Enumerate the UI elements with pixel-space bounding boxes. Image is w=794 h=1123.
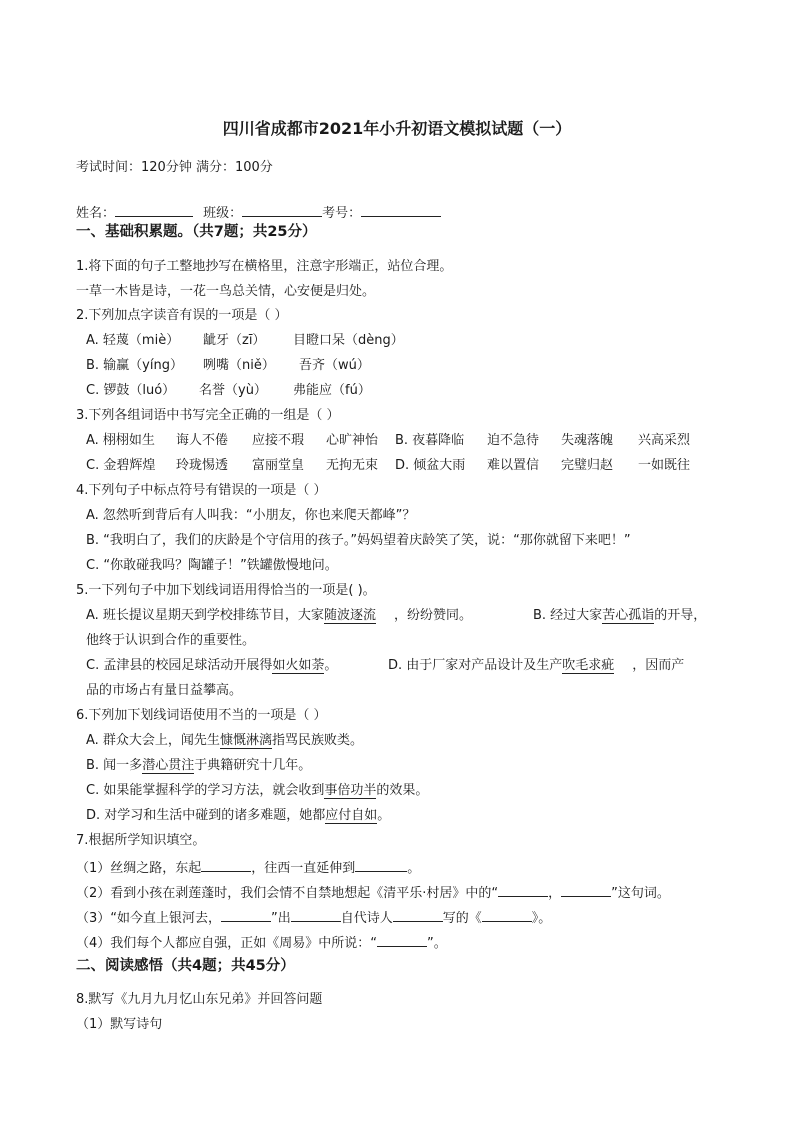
q7-stem: 7.根据所学知识填空。 xyxy=(76,833,206,848)
q7-item-2 xyxy=(76,883,670,902)
q6-d-text-end: 。 xyxy=(377,808,391,823)
q7-item-3 xyxy=(76,908,551,927)
q2-row xyxy=(86,383,686,399)
q5-a-underlined-word: 随波逐流 xyxy=(323,608,376,623)
section2-heading: 二、阅读感悟（共4题；共45分） xyxy=(76,958,295,974)
q3-word: 心旷神怡 xyxy=(326,433,379,448)
q7-2-text: ， xyxy=(548,886,562,901)
q6-a-text-end: 指骂民族败类。 xyxy=(271,733,363,748)
q1-stem: 1.将下面的句子工整地抄写在横格里，注意字形端正，站位合理。 xyxy=(76,259,453,274)
q3-word: C. 金碧辉煌 xyxy=(86,458,156,473)
q7-4-blank[interactable] xyxy=(377,933,427,947)
q5-option-d-continued: 品的市场占有量日益攀高。 xyxy=(86,683,243,698)
q6-option-d xyxy=(86,808,390,824)
q3-row xyxy=(86,433,706,449)
q2-row xyxy=(86,358,686,374)
number-blank[interactable] xyxy=(361,203,441,217)
q7-3-text: （3）“如今直上银河去， xyxy=(76,911,222,926)
q7-4-text: ”。 xyxy=(427,936,447,951)
q2-option-a: A. 轻蔑（miè） xyxy=(86,333,180,348)
q2-word: 吾齐（wú） xyxy=(299,358,370,373)
q7-2-blank[interactable] xyxy=(561,883,611,897)
q3-word: 兴高采烈 xyxy=(638,433,691,448)
q1-text: 一草一木皆是诗，一花一鸟总关情，心安便是归处。 xyxy=(76,284,376,299)
number-label: 考号： xyxy=(322,206,362,221)
q6-option-b xyxy=(86,758,311,774)
q7-3-blank[interactable] xyxy=(393,908,443,922)
name-label: 姓名： xyxy=(76,206,116,221)
q6-option-a xyxy=(86,733,363,749)
q7-3-blank[interactable] xyxy=(482,908,532,922)
q7-1-text: 。 xyxy=(407,861,421,876)
q5-d-underlined-word: 吹毛求疵 xyxy=(562,658,615,673)
q7-3-blank[interactable] xyxy=(221,908,271,922)
student-info-row xyxy=(76,203,441,222)
q7-item-1 xyxy=(76,858,420,877)
q8-sub1: （1）默写诗句 xyxy=(76,1017,163,1032)
q5-d-text: D. 由于厂家对产品设计及生产 xyxy=(388,658,563,673)
q7-1-blank[interactable] xyxy=(355,858,407,872)
q5-d-text-end: ，因而产 xyxy=(632,658,685,673)
q6-b-underlined-word: 潜心贯注 xyxy=(142,758,195,773)
q3-word: 无拘无束 xyxy=(326,458,379,473)
page-title: 四川省成都市2021年小升初语文模拟试题（一） xyxy=(222,119,572,138)
q6-option-c xyxy=(86,783,428,799)
q2-word: 名誉（yù） xyxy=(199,383,267,398)
q3-word: B. 夜暮降临 xyxy=(395,433,465,448)
q2-option-c: C. 锣鼓（luó） xyxy=(86,383,176,398)
q2-word: 咧嘴（niě） xyxy=(203,358,275,373)
q2-word: 目瞪口呆（dèng） xyxy=(293,333,404,348)
q5-option-b-continued: 他终于认识到合作的重要性。 xyxy=(86,633,256,648)
q7-2-text: ”这句词。 xyxy=(611,886,670,901)
q6-b-text: B. 闻一多 xyxy=(86,758,143,773)
q6-c-text: C. 如果能掌握科学的学习方法，就会收到 xyxy=(86,783,325,798)
q7-3-text: 》。 xyxy=(531,911,552,926)
q5-c-underlined-word: 如火如荼 xyxy=(272,658,325,673)
q4-option-a: A. 忽然听到背后有人叫我：“小朋友，你也来爬天都峰”？ xyxy=(86,508,416,523)
q3-word: 迫不急待 xyxy=(487,433,540,448)
class-label: 班级： xyxy=(203,206,243,221)
q3-word: 失魂落魄 xyxy=(561,433,614,448)
q6-d-underlined-word: 应付自如 xyxy=(325,808,378,823)
q5-option-d xyxy=(388,658,684,674)
q5-a-text-end: ，纷纷赞同。 xyxy=(393,608,472,623)
q3-word: 难以置信 xyxy=(487,458,540,473)
q6-c-text-end: 的效果。 xyxy=(376,783,429,798)
q7-item-4 xyxy=(76,933,447,952)
q4-option-c: C. “你敢碰我吗？陶罐子！”铁罐傲慢地问。 xyxy=(86,558,338,573)
q5-option-c xyxy=(86,658,337,674)
q2-row xyxy=(86,333,686,349)
q7-3-text: ”出 xyxy=(271,911,291,926)
q6-c-underlined-word: 事倍功半 xyxy=(324,783,377,798)
q8-stem: 8.默写《九月九月忆山东兄弟》并回答问题 xyxy=(76,992,323,1007)
q2-stem: 2.下列加点字读音有误的一项是（ ） xyxy=(76,308,288,323)
q5-stem: 5.一下列句子中加下划线词语用得恰当的一项是( )。 xyxy=(76,583,376,598)
q5-c-text-end: 。 xyxy=(324,658,338,673)
section1-heading: 一、基础积累题。（共7题；共25分） xyxy=(76,224,317,240)
q7-3-text: 自代诗人 xyxy=(340,911,393,926)
q2-option-b: B. 输赢（yíng） xyxy=(86,358,183,373)
exam-info: 考试时间：120分钟 满分：100分 xyxy=(76,160,273,175)
q6-a-underlined-word: 慷慨淋漓 xyxy=(219,733,272,748)
q5-a-text: A. 班长提议星期天到学校排练节目，大家 xyxy=(86,608,324,623)
q3-word: 应接不瑕 xyxy=(252,433,305,448)
q6-d-text: D. 对学习和生活中碰到的诸多难题，她都 xyxy=(86,808,326,823)
q6-b-text-end: 于典籍研究十几年。 xyxy=(194,758,312,773)
q5-option-b xyxy=(533,608,706,624)
q4-stem: 4.下列句子中标点符号有错误的一项是（ ） xyxy=(76,483,327,498)
q5-c-text: C. 孟津县的校园足球活动开展得 xyxy=(86,658,273,673)
q3-word: A. 栩栩如生 xyxy=(86,433,155,448)
q6-stem: 6.下列加下划线词语使用不当的一项是（ ） xyxy=(76,708,327,723)
q5-b-text: B. 经过大家 xyxy=(533,608,603,623)
q3-word: 完璧归赵 xyxy=(561,458,614,473)
q7-1-blank[interactable] xyxy=(201,858,251,872)
q7-3-text: 写的《 xyxy=(442,911,482,926)
q5-option-a xyxy=(86,608,472,624)
q5-b-text-end: 的开导， xyxy=(654,608,707,623)
q4-option-b: B. “我明白了，我们的庆龄是个守信用的孩子。”妈妈望着庆龄笑了笑，说：“那你就留下来吧！” xyxy=(86,533,631,548)
q3-row xyxy=(86,458,706,474)
q7-1-text: （1）丝绸之路，东起 xyxy=(76,861,202,876)
q7-1-text: ，往西一直延伸到 xyxy=(251,861,356,876)
q5-b-underlined-word: 苦心孤诣 xyxy=(602,608,655,623)
q6-a-text: A. 群众大会上，闻先生 xyxy=(86,733,220,748)
class-blank[interactable] xyxy=(242,203,322,217)
q7-2-blank[interactable] xyxy=(498,883,548,897)
q7-4-text: （4）我们每个人都应自强，正如《周易》中所说：“ xyxy=(76,936,378,951)
q3-word: D. 倾盆大雨 xyxy=(395,458,466,473)
q2-word: 弗能应（fú） xyxy=(293,383,371,398)
q3-word: 诲人不倦 xyxy=(176,433,229,448)
q2-word: 龇牙（zī） xyxy=(203,333,266,348)
q7-2-text: （2）看到小孩在剥莲蓬时，我们会情不自禁地想起《清平乐·村居》中的“ xyxy=(76,886,499,901)
name-blank[interactable] xyxy=(115,203,193,217)
q7-3-blank[interactable] xyxy=(291,908,341,922)
q3-word: 富丽堂皇 xyxy=(252,458,305,473)
q3-word: 一如既往 xyxy=(638,458,691,473)
q3-word: 玲珑惕透 xyxy=(176,458,229,473)
q3-stem: 3.下列各组词语中书写完全正确的一组是（ ） xyxy=(76,408,340,423)
